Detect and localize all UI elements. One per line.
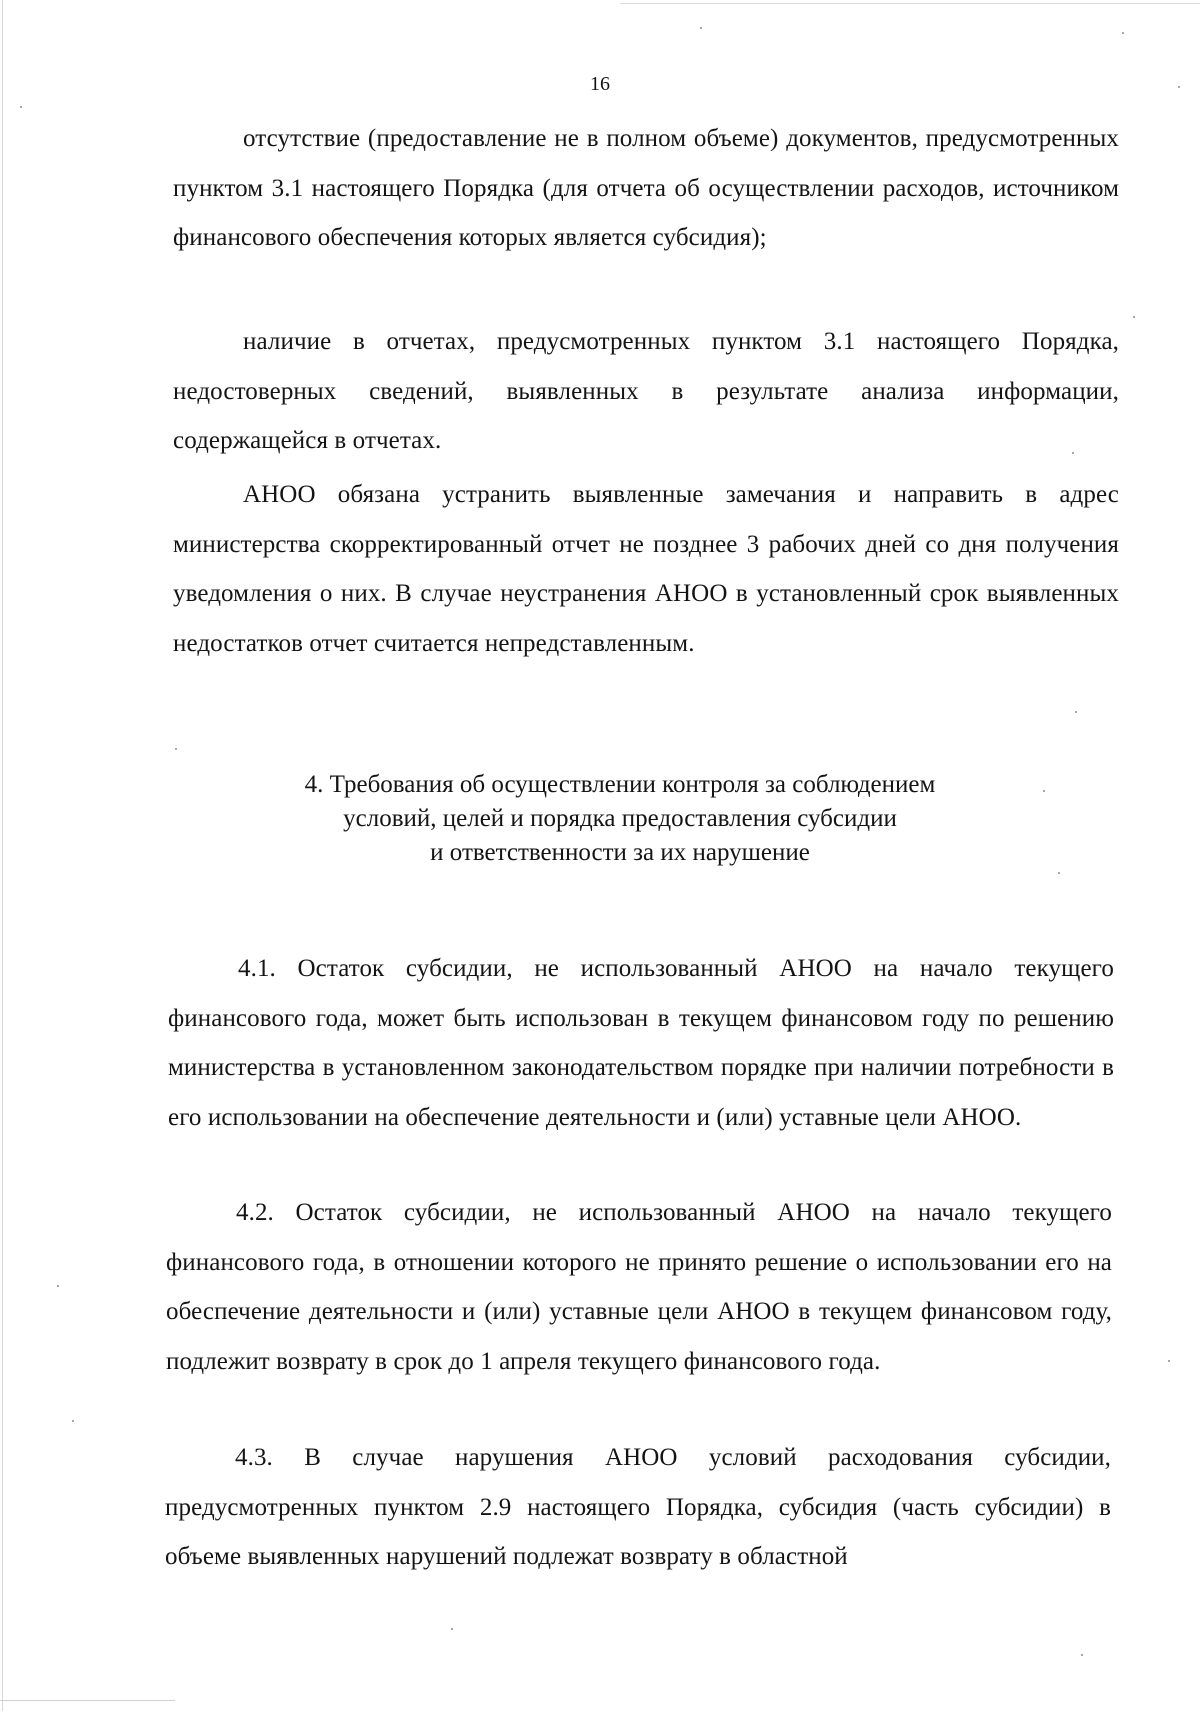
scan-speck [1058, 872, 1060, 874]
scan-speck [700, 27, 702, 29]
scan-speck [1168, 1360, 1170, 1362]
scan-speck [57, 1285, 59, 1287]
paragraph-4-3: 4.3. В случае нарушения АНОО условий расходования субсидии, предусмотренных пунктом 2.9 настоящего Порядка, субсидия (часть субсидии) в объеме выявленных нарушений подлежат возврату в областной [165, 1444, 1111, 1570]
scan-speck [1043, 790, 1045, 792]
scan-top-edge [620, 3, 1200, 4]
scan-speck [451, 1628, 453, 1630]
scan-speck [1133, 316, 1135, 318]
paragraph-4-1: 4.1. Остаток субсидии, не использованный АНОО на начало текущего финансового года, может быть использован в текущем финансовом году по решению министерства в установленном законодательством порядке при наличии потребности в его использовании на обеспечение деятельности и (или) уставные цели АНОО. [168, 955, 1114, 1131]
paragraph-absence-documents: отсутствие (предоставление не в полном объеме) документов, предусмотренных пунктом 3.1 настоящего Порядка (для отчета об осуществлении расходов, источником финансового обеспечения которых является субсидия); [173, 125, 1119, 251]
section-heading-line-1: 4. Требования об осуществлении контроля за соблюдением [304, 771, 936, 798]
scan-left-edge [2, 0, 3, 1711]
page-number: 16 [590, 73, 610, 95]
section-heading [240, 768, 1000, 870]
section-heading-line-2: условий, целей и порядка предоставления субсидии [343, 805, 897, 832]
scan-speck [1178, 86, 1180, 88]
scan-speck [1072, 452, 1074, 454]
scan-speck [72, 1420, 74, 1422]
scan-bottom-edge [0, 1700, 175, 1701]
paragraph-4-2: 4.2. Остаток субсидии, не использованный АНОО на начало текущего финансового года, в отношении которого не принято решение о использовании его на обеспечение деятельности и (или) уставные цели АНОО в текущем финансовом году, подлежит возврату в срок до 1 апреля текущего финансового года. [166, 1199, 1112, 1375]
scan-speck [20, 106, 22, 108]
section-heading-line-3: и ответственности за их нарушение [430, 839, 810, 866]
scan-speck [1075, 711, 1077, 713]
scan-speck [1122, 32, 1124, 34]
scan-speck [175, 748, 177, 750]
paragraph-unreliable-info: наличие в отчетах, предусмотренных пунктом 3.1 настоящего Порядка, недостоверных сведений, выявленных в результате анализа информации, содержащейся в отчетах. [173, 328, 1119, 454]
scan-speck [1081, 1654, 1083, 1656]
paragraph-corrections: АНОО обязана устранить выявленные замечания и направить в адрес министерства скорректированный отчет не позднее 3 рабочих дней со дня получения уведомления о них. В случае неустранения АНОО в установленный срок выявленных недостатков отчет считается непредставленным. [173, 481, 1119, 657]
